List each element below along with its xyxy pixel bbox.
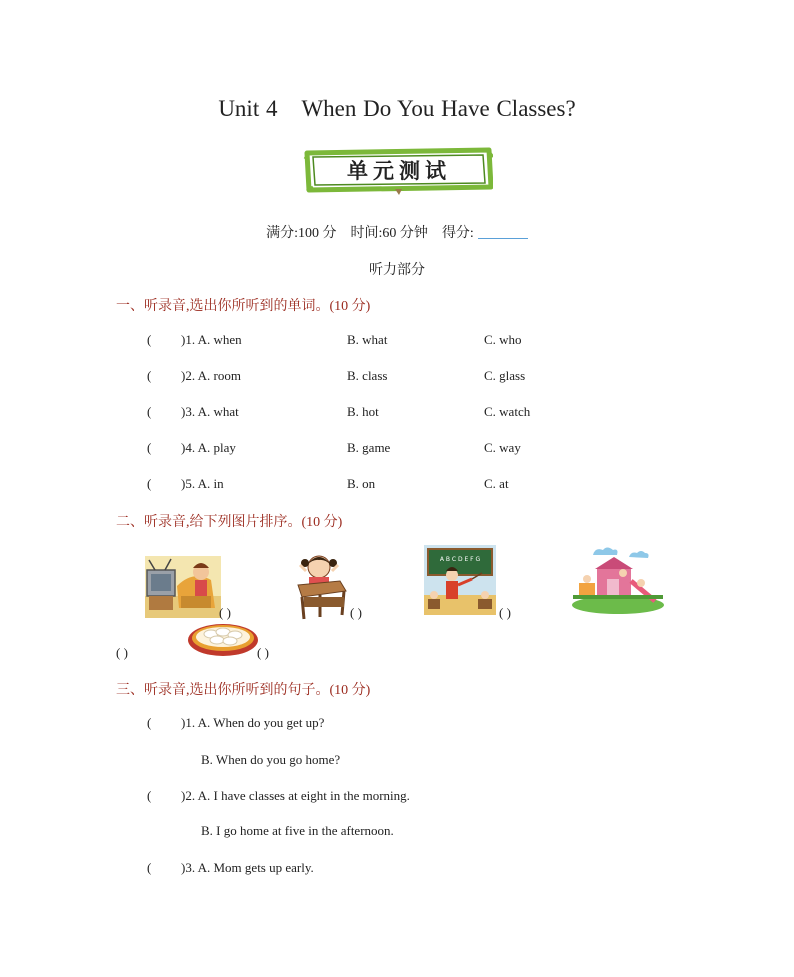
page-title <box>0 96 794 122</box>
s3-q1-a: )1. A. When do you get up? <box>181 715 325 730</box>
s1-q1-paren[interactable]: ( <box>147 332 152 347</box>
playground-image <box>571 545 665 615</box>
s1-q1-a: )1. A. when <box>181 332 242 347</box>
s1-q5-paren[interactable]: ( <box>147 476 152 491</box>
section3-heading: 三、听录音,选出你所听到的句子。(10 分) <box>116 683 371 698</box>
s1-q4-b: B. game <box>347 440 391 455</box>
unit-name: When Do You Have Classes? <box>301 96 576 121</box>
teacher-classroom-image <box>424 545 496 615</box>
s3-q3-a: )3. A. Mom gets up early. <box>181 860 314 875</box>
s1-q5-b: B. on <box>347 476 376 491</box>
s1-q4-a: )4. A. play <box>181 440 236 455</box>
tv-living-room-image <box>145 556 221 618</box>
pic2-answer-blank[interactable]: ( ) <box>350 605 362 620</box>
unit-label: Unit 4 <box>218 96 278 121</box>
girl-at-desk-image <box>290 551 348 621</box>
score-blank[interactable] <box>478 226 528 239</box>
banner-text: 单元测试 <box>347 159 451 183</box>
section2-heading: 二、听录音,给下列图片排序。(10 分) <box>116 515 343 530</box>
s1-q5-c: C. at <box>484 476 509 491</box>
s1-q3-b: B. hot <box>347 404 379 419</box>
pic4-answer-blank[interactable]: ( ) <box>116 645 128 660</box>
s1-q2-a: )2. A. room <box>181 368 241 383</box>
s3-q2-paren[interactable]: ( <box>147 788 152 803</box>
pic1-answer-blank[interactable]: ( ) <box>219 605 231 620</box>
s1-q2-b: B. class <box>347 368 388 383</box>
s1-q3-paren[interactable]: ( <box>147 404 152 419</box>
s3-q2-b: B. I go home at five in the afternoon. <box>201 823 394 838</box>
score-label: 得分: <box>441 226 474 241</box>
score-line <box>0 222 794 242</box>
s1-q2-c: C. glass <box>484 368 526 383</box>
s3-q3-paren[interactable]: ( <box>147 860 152 875</box>
s1-q3-c: C. watch <box>484 404 531 419</box>
listening-part-heading: 听力部分 <box>369 263 425 278</box>
s1-q4-c: C. way <box>484 440 521 455</box>
s1-q2-paren[interactable]: ( <box>147 368 152 383</box>
full-score: 满分:100 分 <box>266 226 337 241</box>
s1-q1-b: B. what <box>347 332 388 347</box>
time-limit: 时间:60 分钟 <box>350 226 428 241</box>
s1-q4-paren[interactable]: ( <box>147 440 152 455</box>
s1-q3-a: )3. A. what <box>181 404 239 419</box>
blackboard-letters: A B C D E F G <box>439 556 481 563</box>
s1-q1-c: C. who <box>484 332 522 347</box>
s3-q1-b: B. When do you go home? <box>201 752 341 767</box>
dumplings-plate-image <box>187 618 259 658</box>
pic5-answer-blank[interactable]: ( ) <box>257 645 269 660</box>
s3-q1-paren[interactable]: ( <box>147 715 152 730</box>
unit-test-banner <box>303 147 493 195</box>
pic3-answer-blank[interactable]: ( ) <box>499 605 511 620</box>
s3-q2-a: )2. A. I have classes at eight in the morning. <box>181 788 410 803</box>
s1-q5-a: )5. A. in <box>181 476 224 491</box>
section1-heading: 一、听录音,选出你所听到的单词。(10 分) <box>116 299 371 314</box>
